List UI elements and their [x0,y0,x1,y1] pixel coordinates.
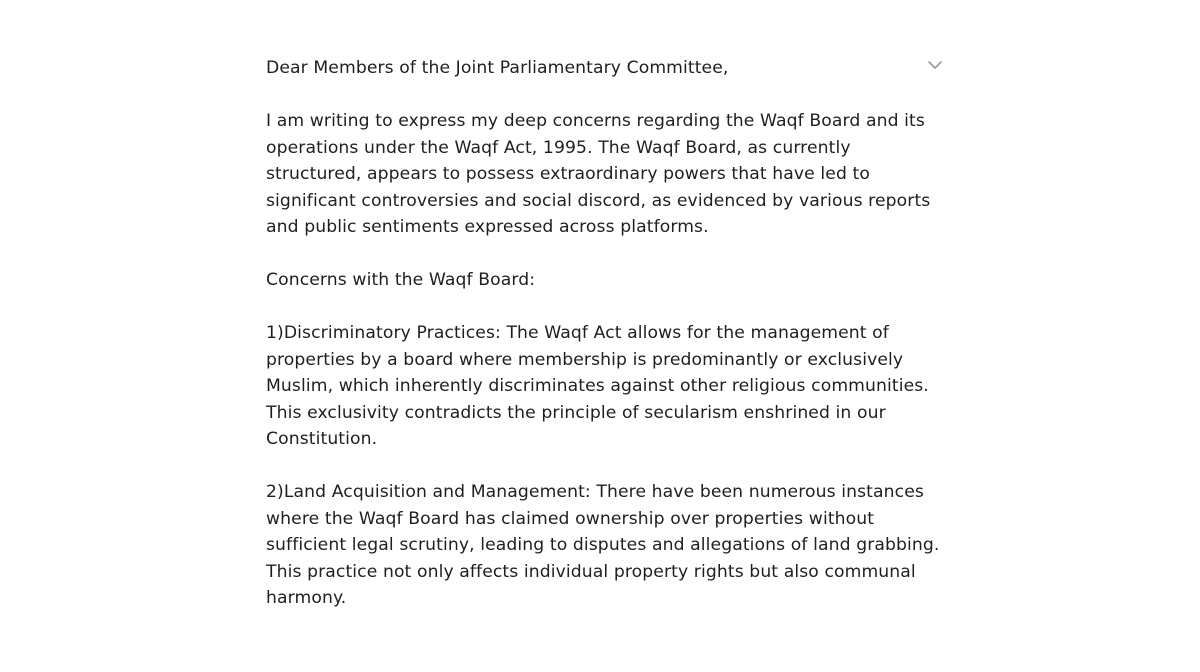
email-body [266,55,956,612]
email-paragraph-intro: I am writing to express my deep concerns regarding the Waqf Board and its operations under the Waqf Act, 1995. The Waqf Board, as currently structured, appears to possess extraordinary powers that have led to significant controversies and social discord, as evidenced by various reports and public sentiments expressed across platforms. [266,111,931,237]
email-paragraph-point-1: 1)Discriminatory Practices: The Waqf Act allows for the management of properties by a board where membership is predominantly or exclusively Muslim, which inherently discriminates against other religious communities. This exclusivity contradicts the principle of secularism enshrined in our Constitution. [266,323,929,449]
collapse-button[interactable] [922,52,948,78]
message-pane [266,55,966,655]
email-greeting: Dear Members of the Joint Parliamentary Committee, [266,58,729,78]
email-paragraph-point-2: 2)Land Acquisition and Management: There have been numerous instances where the Waqf Board has claimed ownership over properties without sufficient legal scrutiny, leading to disputes and allegations of land grabbing. This practice not only affects individual property rights but also communal harmony. [266,482,940,608]
email-paragraph-heading: Concerns with the Waqf Board: [266,270,536,290]
chevron-down-icon [927,57,943,73]
